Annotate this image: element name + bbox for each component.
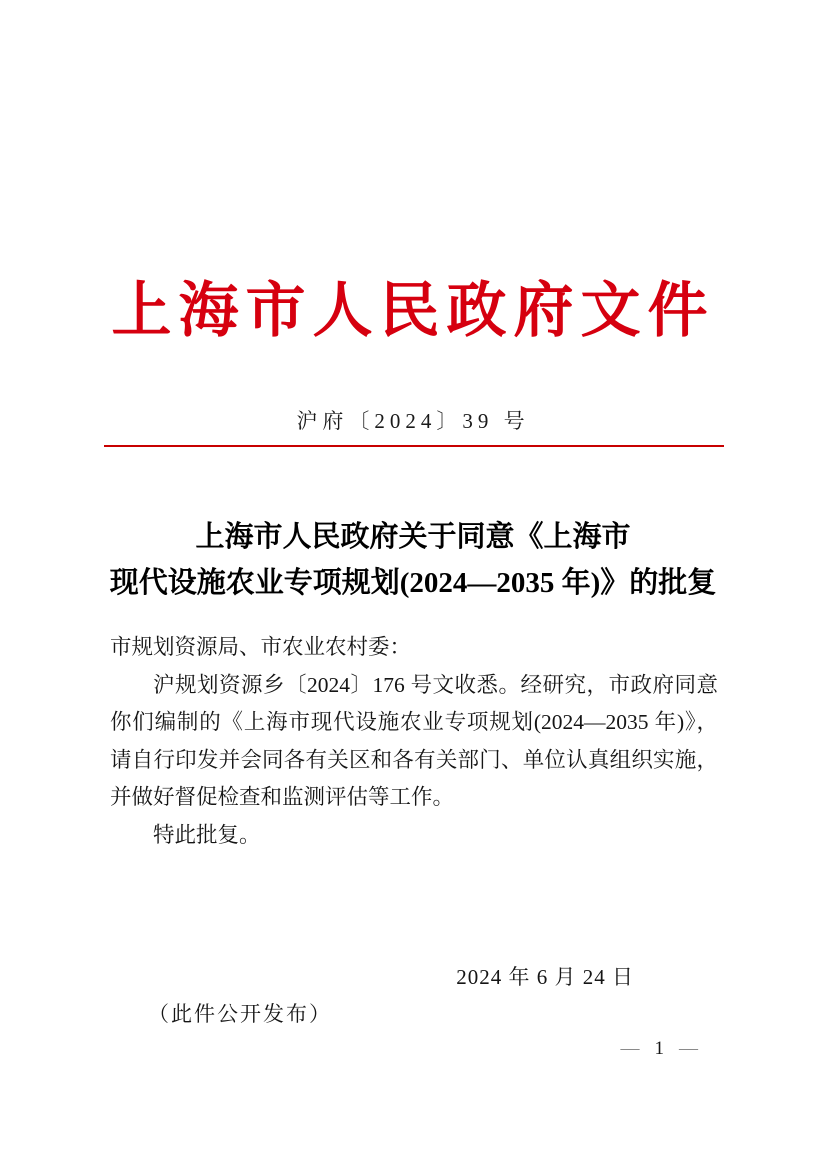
document-number: 沪府〔2024〕39 号	[296, 409, 530, 433]
document-date: 2024 年 6 月 24 日	[456, 965, 634, 989]
document-title-line2: 现代设施农业专项规划(2024—2035 年)》的批复	[109, 567, 717, 599]
page-number-left-dash: —	[620, 1038, 640, 1059]
body-paragraph-1: 沪规划资源乡〔2024〕176 号文收悉。经研究，市政府同意你们编制的《上海市现代设施农业专项规划(2024—2035 年)》，请自行印发并会同各有关区和各有关部门、单位认真组织实施，并做好督促检查和监测评估等工作。	[110, 672, 718, 810]
page-number-right-dash: —	[679, 1038, 698, 1059]
salutation-line: 市规划资源局、市农业农村委：	[110, 635, 412, 659]
red-divider-line	[104, 445, 724, 447]
page-number-value: 1	[654, 1038, 664, 1059]
public-release-note: （此件公开发布）	[148, 1002, 332, 1026]
page-number	[621, 1038, 699, 1060]
body-paragraph-2: 特此批复。	[153, 822, 261, 847]
document-title	[0, 514, 826, 606]
red-letterhead-title: 上海市人民政府文件	[111, 278, 715, 344]
document-body	[110, 629, 718, 855]
document-title-line1: 上海市人民政府关于同意《上海市	[195, 521, 631, 553]
